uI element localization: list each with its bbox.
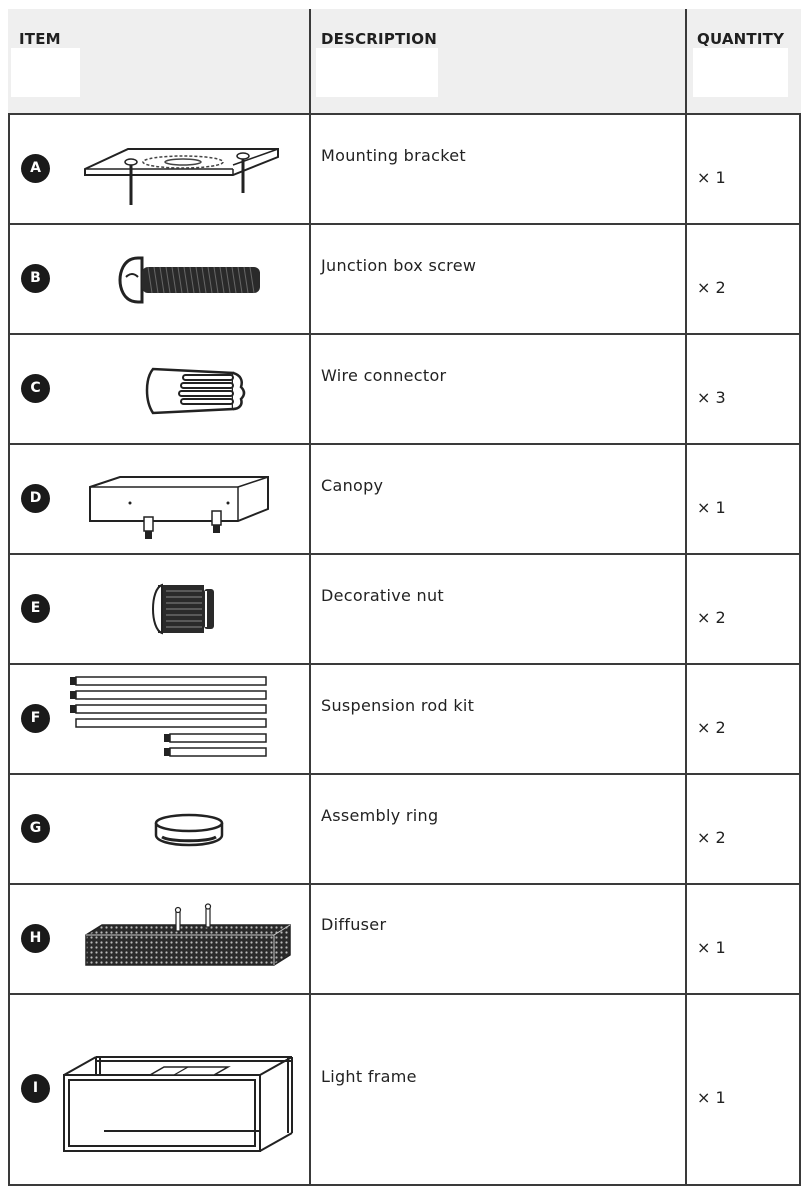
decorative-nut-icon	[148, 579, 220, 639]
table-row	[8, 335, 801, 443]
header-item-label: ITEM	[19, 30, 61, 48]
header-quantity-blank	[693, 48, 788, 97]
item-quantity: × 2	[697, 608, 726, 627]
item-description: Mounting bracket	[321, 146, 466, 165]
item-description: Suspension rod kit	[321, 696, 475, 715]
item-letter-badge: H	[21, 924, 50, 953]
item-letter-badge: C	[21, 374, 50, 403]
item-description: Diffuser	[321, 915, 387, 934]
light-frame-icon	[60, 1045, 300, 1157]
item-quantity: × 1	[697, 1088, 726, 1107]
table-row	[8, 115, 801, 223]
item-description: Wire connector	[321, 366, 447, 385]
table-row	[8, 885, 801, 993]
header-description-cell	[310, 9, 686, 114]
item-quantity: × 1	[697, 168, 726, 187]
table-row	[8, 665, 801, 773]
header-quantity-label: QUANTITY	[697, 30, 785, 48]
item-letter-badge: G	[21, 814, 50, 843]
canopy-icon	[88, 467, 270, 541]
suspension-rods-icon	[70, 675, 270, 763]
item-letter-badge: B	[21, 264, 50, 293]
item-description: Assembly ring	[321, 806, 439, 825]
diffuser-icon	[84, 905, 292, 979]
item-description: Canopy	[321, 476, 384, 495]
header-item-cell	[8, 9, 310, 114]
item-quantity: × 2	[697, 278, 726, 297]
header-item-blank	[11, 48, 80, 97]
item-description: Light frame	[321, 1067, 417, 1086]
assembly-ring-icon	[154, 813, 224, 847]
item-letter-badge: D	[21, 484, 50, 513]
item-quantity: × 1	[697, 498, 726, 517]
item-description: Junction box screw	[321, 256, 477, 275]
table-row	[8, 225, 801, 333]
item-quantity: × 3	[697, 388, 726, 407]
item-letter-badge: F	[21, 704, 50, 733]
mounting-bracket-icon	[83, 135, 283, 205]
item-quantity: × 2	[697, 718, 726, 737]
wire-connector-icon	[143, 361, 253, 421]
item-letter-badge: I	[21, 1074, 50, 1103]
item-quantity: × 2	[697, 828, 726, 847]
table-row	[8, 775, 801, 883]
header-description-blank	[316, 48, 438, 97]
header-description-label: DESCRIPTION	[321, 30, 437, 48]
item-letter-badge: E	[21, 594, 50, 623]
table-row	[8, 445, 801, 553]
screw-icon	[118, 255, 268, 305]
item-quantity: × 1	[697, 938, 726, 957]
table-row	[8, 995, 801, 1184]
header-quantity-cell	[686, 9, 801, 114]
item-letter-badge: A	[21, 154, 50, 183]
table-row	[8, 555, 801, 663]
table-header	[8, 9, 801, 114]
item-description: Decorative nut	[321, 586, 445, 605]
parts-table	[8, 9, 801, 1186]
